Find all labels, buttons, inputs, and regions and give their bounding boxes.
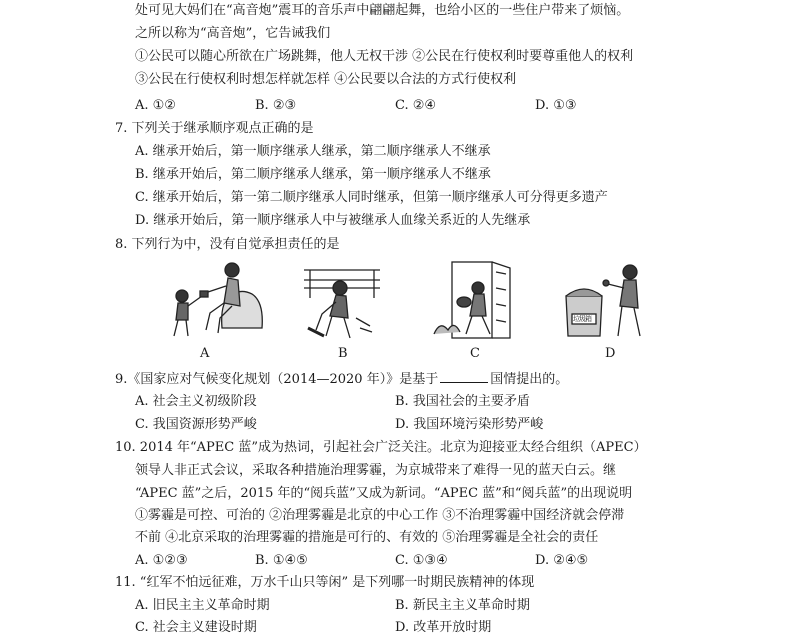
- q10-line-2: 领导人非正式会议，采取各种措施治理雾霾，为京城带来了难得一见的蓝天白云。继: [135, 463, 617, 478]
- q7-stem: 7. 下列关于继承顺序观点正确的是: [115, 121, 314, 136]
- illustration-c: [430, 258, 530, 343]
- q7-option-d: D. 继承开始后，第一顺序继承人中与被继承人血缘关系近的人先继承: [135, 213, 531, 228]
- q6-line-3: ①公民可以随心所欲在广场跳舞，他人无权干涉 ②公民在行使权利时要尊重他人的权利: [135, 49, 634, 64]
- figure-label-d: D: [605, 346, 616, 361]
- q10-line-5: 不前 ④北京采取的治理雾霾的措施是可行的、有效的 ⑤治理雾霾是全社会的责任: [135, 530, 599, 545]
- q9-option-a: A. 社会主义初级阶段: [135, 394, 257, 409]
- answer-blank: [440, 370, 488, 383]
- q6-line-2: 之所以称为“高音炮”，它告诫我们: [135, 26, 331, 41]
- q7-option-a: A. 继承开始后，第一顺序继承人继承，第二顺序继承人不继承: [135, 144, 491, 159]
- q9-stem: [115, 370, 568, 389]
- q10-option-c: C. ①③④: [395, 553, 448, 568]
- q10-option-b: B. ①④⑤: [255, 553, 308, 568]
- q10-line-3: “APEC 蓝”之后，2015 年的“阅兵蓝”又成为新词。“APEC 蓝”和“阅兵蓝”的出现说明: [135, 486, 633, 501]
- q9-option-d: D. 我国环境污染形势严峻: [395, 417, 544, 432]
- q6-option-a: A. ①②: [135, 98, 176, 113]
- bin-label: 垃圾箱: [573, 315, 591, 323]
- q11-stem: 11. “红军不怕远征难，万水千山只等闲” 是下列哪一时期民族精神的体现: [115, 575, 535, 590]
- q10-option-a: A. ①②③: [135, 553, 188, 568]
- q11-option-a: A. 旧民主主义革命时期: [135, 598, 270, 613]
- q6-option-b: B. ②③: [255, 98, 297, 113]
- illustration-b: [300, 258, 385, 343]
- illustration-a: [160, 258, 270, 343]
- q10-option-d: D. ②④⑤: [535, 553, 589, 568]
- figure-label-a: A: [200, 346, 210, 361]
- q6-option-c: C. ②④: [395, 98, 437, 113]
- q6-option-d: D. ①③: [535, 98, 577, 113]
- q8-stem: 8. 下列行为中，没有自觉承担责任的是: [115, 237, 340, 252]
- illustration-d: [560, 258, 655, 343]
- q7-option-c: C. 继承开始后，第一第二顺序继承人同时继承，但第一顺序继承人可分得更多遗产: [135, 190, 608, 205]
- q10-line-4: ①雾霾是可控、可治的 ②治理雾霾是北京的中心工作 ③不治理雾霾中国经济就会停滞: [135, 508, 625, 523]
- q11-option-d: D. 改革开放时期: [395, 620, 492, 635]
- q9-option-b: B. 我国社会的主要矛盾: [395, 394, 530, 409]
- q10-line-1: 10. 2014 年“APEC 蓝”成为热词，引起社会广泛关注。北京为迎接亚太经合组织（APEC）: [115, 440, 647, 455]
- q7-option-b: B. 继承开始后，第二顺序继承人继承，第一顺序继承人不继承: [135, 167, 491, 182]
- q6-line-1: 处可见大妈们在“高音炮”震耳的音乐声中翩翩起舞，也给小区的一些住户带来了烦恼。: [135, 3, 630, 18]
- q9-stem-post: 国情提出的。: [490, 372, 569, 387]
- q11-option-c: C. 社会主义建设时期: [135, 620, 257, 635]
- q9-stem-pre: 9.《国家应对气候变化规划（2014—2020 年）》是基于: [115, 372, 439, 387]
- q11-option-b: B. 新民主主义革命时期: [395, 598, 530, 613]
- figure-label-b: B: [338, 346, 348, 361]
- figure-label-c: C: [470, 346, 480, 361]
- q6-line-4: ③公民在行使权利时想怎样就怎样 ④公民要以合法的方式行使权利: [135, 72, 517, 87]
- q9-option-c: C. 我国资源形势严峻: [135, 417, 257, 432]
